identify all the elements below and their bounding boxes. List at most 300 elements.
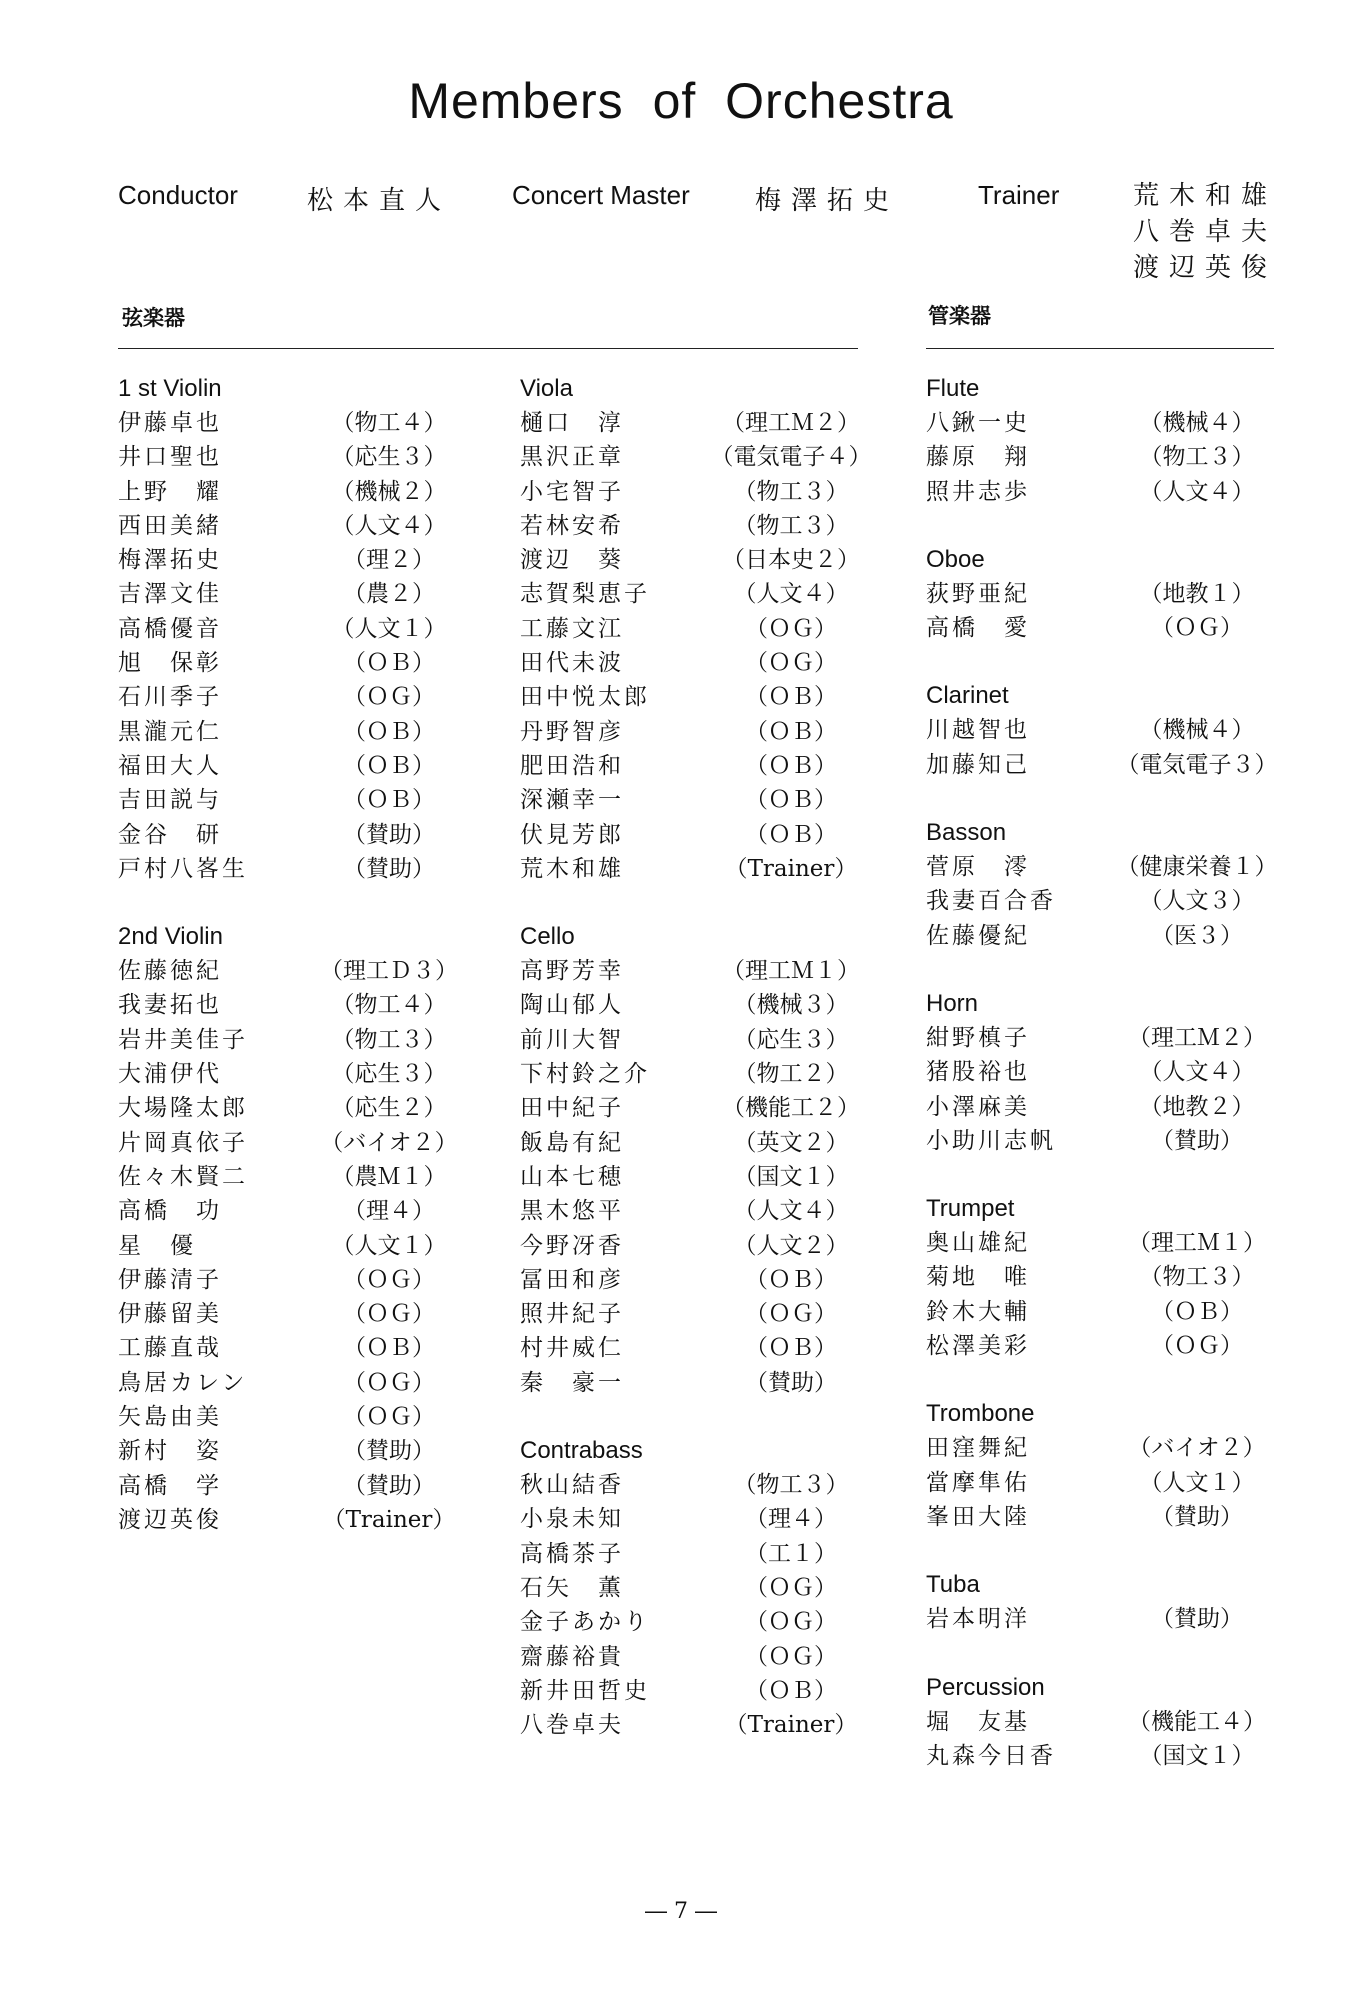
member-name: 飯島有紀: [520, 1129, 624, 1156]
member-name: 高橋 功: [118, 1198, 222, 1225]
section: [926, 1397, 1282, 1534]
member-name: 我妻拓也: [118, 992, 222, 1019]
member-affiliation: （賛助）: [343, 1438, 435, 1465]
member-affiliation: （賛助）: [1151, 1606, 1243, 1633]
member-name: 小宅智子: [520, 478, 624, 505]
member-name: 下村鈴之介: [520, 1061, 650, 1088]
member-name: 岩井美佳子: [118, 1026, 248, 1053]
section: [926, 679, 1282, 782]
member-affiliation: （人文４）: [1139, 1059, 1255, 1086]
member-row: [520, 1091, 876, 1125]
member-row: [926, 713, 1282, 747]
section: [926, 372, 1282, 509]
section-title: Basson: [926, 819, 1007, 847]
member-affiliation: （ＯＧ）: [745, 650, 837, 677]
member-affiliation: （物工４）: [331, 410, 447, 436]
member-affiliation: （国文１）: [1139, 1742, 1255, 1769]
member-row: [520, 988, 876, 1022]
member-affiliation: （工１）: [745, 1540, 837, 1567]
member-affiliation: （物工３）: [331, 1026, 447, 1053]
member-affiliation: （人文２）: [733, 1232, 849, 1259]
member-name: 井口聖也: [118, 444, 222, 471]
member-row: [926, 440, 1282, 474]
strings-divider: [118, 348, 858, 349]
section-title: Oboe: [926, 545, 985, 573]
member-affiliation: （賛助）: [745, 1369, 837, 1396]
section-title: Trumpet: [926, 1195, 1015, 1223]
member-affiliation: （人文３）: [1139, 888, 1255, 915]
page-title: Members of Orchestra: [408, 73, 954, 129]
member-name: 小泉未知: [520, 1506, 624, 1533]
member-row: [520, 646, 876, 680]
column-1: [118, 372, 474, 1571]
member-row: [118, 1229, 474, 1263]
member-affiliation: （ＯＧ）: [343, 1301, 435, 1328]
member-affiliation: （機械２）: [331, 478, 447, 505]
section-title: Trombone: [926, 1400, 1035, 1428]
member-affiliation: （ＯＧ）: [343, 684, 435, 711]
section: [926, 816, 1282, 953]
member-affiliation: （ＯＢ）: [745, 718, 837, 745]
member-name: 梅澤拓史: [118, 547, 222, 574]
member-row: [118, 1126, 474, 1160]
member-row: [520, 543, 876, 577]
member-name: 渡辺 葵: [520, 547, 624, 574]
member-name: 田中悦太郎: [520, 684, 650, 711]
member-row: [926, 577, 1282, 611]
member-name: 前川大智: [520, 1026, 624, 1053]
member-row: [118, 577, 474, 611]
member-name: 高橋優音: [118, 615, 222, 642]
section: [118, 372, 474, 886]
member-row: [520, 1674, 876, 1708]
member-affiliation: （電気電子３）: [1116, 751, 1278, 778]
member-name: 村井威仁: [520, 1335, 624, 1362]
section: [520, 920, 876, 1400]
member-affiliation: （人文１）: [331, 615, 447, 642]
member-row: [926, 1124, 1282, 1158]
section: [926, 1671, 1282, 1774]
member-row: [926, 1021, 1282, 1055]
member-affiliation: （バイオ２）: [320, 1129, 458, 1156]
conductor-name: 松本直人: [307, 186, 452, 216]
member-name: 今野冴香: [520, 1232, 624, 1259]
member-name: 堀 友基: [926, 1708, 1030, 1735]
member-affiliation: （ＯＢ）: [745, 1266, 837, 1293]
member-affiliation: （理工Ｍ１）: [722, 958, 860, 985]
member-affiliation: （理４）: [745, 1506, 837, 1533]
section: [118, 920, 474, 1537]
member-row: [118, 1366, 474, 1400]
member-affiliation: （ＯＧ）: [343, 1369, 435, 1396]
section-title: Flute: [926, 375, 980, 402]
member-name: 猪股裕也: [926, 1059, 1030, 1086]
category-winds: 管楽器: [928, 304, 991, 328]
member-name: 片岡真依子: [118, 1129, 248, 1156]
member-name: 高橋 学: [118, 1472, 222, 1499]
member-row: [118, 1331, 474, 1365]
member-affiliation: （ＯＢ）: [745, 787, 837, 814]
member-row: [118, 475, 474, 509]
member-row: [520, 406, 876, 440]
member-row: [118, 1400, 474, 1434]
member-row: [520, 612, 876, 646]
member-name: 吉田説与: [118, 787, 222, 814]
member-row: [520, 1571, 876, 1605]
member-affiliation: （物工３）: [1139, 1264, 1255, 1291]
column-3: [926, 372, 1282, 1807]
member-name: 田代未波: [520, 650, 624, 677]
member-name: 八巻卓夫: [520, 1712, 624, 1739]
member-name: 上野 耀: [118, 478, 222, 505]
member-affiliation: （ＯＧ）: [1151, 1333, 1243, 1360]
member-row: [118, 646, 474, 680]
member-row: [520, 852, 876, 886]
member-affiliation: （賛助）: [1151, 1127, 1243, 1154]
member-name: 志賀梨恵子: [520, 581, 650, 608]
member-row: [926, 1090, 1282, 1124]
member-row: [520, 783, 876, 817]
member-name: 佐藤徳紀: [118, 958, 222, 985]
member-name: 伊藤留美: [118, 1301, 222, 1328]
member-affiliation: （物工３）: [1139, 444, 1255, 471]
member-row: [926, 1329, 1282, 1363]
member-row: [520, 1057, 876, 1091]
member-name: 新村 姿: [118, 1438, 222, 1465]
member-name: 八鍬一史: [926, 410, 1030, 436]
member-affiliation: （機能工４）: [1128, 1708, 1266, 1735]
section-title: Contrabass: [520, 1437, 643, 1465]
member-row: [520, 509, 876, 543]
member-name: 工藤文江: [520, 615, 624, 642]
member-name: 田中紀子: [520, 1095, 624, 1122]
concert-master-name: 梅澤拓史: [755, 186, 900, 216]
member-row: [926, 1500, 1282, 1534]
member-name: 松澤美彩: [926, 1333, 1030, 1360]
member-name: 新井田哲史: [520, 1677, 650, 1704]
member-row: [118, 1469, 474, 1503]
member-name: 秋山結香: [520, 1472, 624, 1499]
member-row: [926, 850, 1282, 884]
member-affiliation: （理４）: [343, 1198, 435, 1225]
member-affiliation: （国文１）: [733, 1163, 849, 1190]
member-row: [520, 577, 876, 611]
concert-master-label: Concert Master: [512, 180, 690, 210]
member-name: 伊藤卓也: [118, 410, 222, 436]
member-row: [520, 1297, 876, 1331]
member-affiliation: （理２）: [343, 547, 435, 574]
member-name: 照井志歩: [926, 478, 1030, 505]
member-row: [118, 818, 474, 852]
member-row: [926, 1739, 1282, 1773]
member-name: 肥田浩和: [520, 752, 624, 779]
section: [926, 543, 1282, 646]
member-name: 岩本明洋: [926, 1606, 1030, 1633]
member-affiliation: （ＯＧ）: [745, 1609, 837, 1636]
member-row: [926, 1705, 1282, 1739]
page-number: ― 7 ―: [645, 1899, 717, 1924]
member-affiliation: （Trainer）: [322, 1506, 456, 1533]
trainer-label: Trainer: [978, 180, 1060, 210]
member-affiliation: （ＯＢ）: [745, 1335, 837, 1362]
member-affiliation: （賛助）: [343, 855, 435, 882]
member-name: 高橋茶子: [520, 1540, 624, 1567]
section: [926, 1192, 1282, 1363]
member-row: [520, 1331, 876, 1365]
member-name: 秦 豪一: [520, 1369, 624, 1396]
member-affiliation: （ＯＧ）: [343, 1404, 435, 1431]
member-affiliation: （ＯＧ）: [1151, 615, 1243, 642]
trainer-name: 渡辺英俊: [1133, 253, 1278, 283]
member-name: 加藤知己: [926, 751, 1030, 778]
member-row: [118, 1160, 474, 1194]
member-row: [118, 749, 474, 783]
member-name: 陶山郁人: [520, 992, 624, 1019]
member-affiliation: （健康栄養１）: [1116, 854, 1278, 881]
member-affiliation: （地教２）: [1139, 1093, 1255, 1120]
member-row: [926, 1260, 1282, 1294]
member-affiliation: （医３）: [1151, 922, 1243, 949]
member-name: 黒瀧元仁: [118, 718, 222, 745]
member-name: 金谷 研: [118, 821, 222, 848]
member-affiliation: （物工３）: [733, 1472, 849, 1499]
member-name: 石矢 薫: [520, 1574, 624, 1601]
member-row: [520, 475, 876, 509]
member-row: [118, 1263, 474, 1297]
member-row: [118, 852, 474, 886]
member-name: 齋藤裕貴: [520, 1643, 624, 1670]
member-row: [926, 884, 1282, 918]
section-title: Tuba: [926, 1571, 980, 1599]
section-title: 1 st Violin: [118, 375, 222, 402]
section: [520, 372, 876, 886]
member-row: [520, 1708, 876, 1742]
member-name: 吉澤文佳: [118, 581, 222, 608]
member-row: [520, 1502, 876, 1536]
member-affiliation: （人文４）: [1139, 478, 1255, 505]
member-name: 大場隆太郎: [118, 1095, 248, 1122]
member-name: 菅原 澪: [926, 854, 1030, 881]
member-affiliation: （応生３）: [733, 1026, 849, 1053]
member-name: 伊藤清子: [118, 1266, 222, 1293]
member-name: 渡辺英俊: [118, 1506, 222, 1533]
member-affiliation: （賛助）: [343, 821, 435, 848]
member-row: [118, 954, 474, 988]
member-name: 黒木悠平: [520, 1198, 624, 1225]
member-affiliation: （Trainer）: [724, 1712, 858, 1739]
member-name: 石川季子: [118, 684, 222, 711]
member-row: [118, 783, 474, 817]
member-affiliation: （人文４）: [733, 1198, 849, 1225]
member-row: [926, 406, 1282, 440]
member-affiliation: （人文４）: [733, 581, 849, 608]
member-row: [520, 440, 876, 474]
member-name: 鳥居カレン: [118, 1369, 248, 1396]
member-name: 佐藤優紀: [926, 922, 1030, 949]
member-affiliation: （物工３）: [733, 478, 849, 505]
member-name: 矢島由美: [118, 1404, 222, 1431]
member-affiliation: （農Ｍ１）: [331, 1163, 447, 1190]
member-affiliation: （物工４）: [331, 992, 447, 1019]
member-name: 伏見芳郎: [520, 821, 624, 848]
member-row: [520, 1263, 876, 1297]
member-affiliation: （ＯＢ）: [745, 684, 837, 711]
conductor-label: Conductor: [118, 180, 238, 210]
member-name: 黒沢正章: [520, 444, 624, 471]
member-row: [118, 543, 474, 577]
member-name: 高橋 愛: [926, 615, 1030, 642]
member-name: 菊地 唯: [926, 1264, 1030, 1291]
member-affiliation: （ＯＧ）: [343, 1266, 435, 1293]
member-name: 深瀬幸一: [520, 787, 624, 814]
member-name: 西田美緒: [118, 512, 222, 539]
member-name: 冨田和彦: [520, 1266, 624, 1293]
member-affiliation: （応生２）: [331, 1095, 447, 1122]
member-affiliation: （ＯＢ）: [1151, 1298, 1243, 1325]
member-row: [926, 611, 1282, 645]
trainer-names: [1133, 178, 1277, 286]
member-name: 高野芳幸: [520, 958, 624, 985]
member-affiliation: （人文１）: [1139, 1469, 1255, 1496]
member-row: [926, 1055, 1282, 1089]
member-name: 丸森今日香: [926, 1742, 1056, 1769]
member-affiliation: （ＯＢ）: [745, 752, 837, 779]
category-strings: 弦楽器: [122, 306, 185, 330]
member-name: 奥山雄紀: [926, 1230, 1030, 1257]
member-affiliation: （地教１）: [1139, 580, 1255, 607]
member-row: [520, 954, 876, 988]
member-row: [118, 1091, 474, 1125]
member-name: 旭 保彰: [118, 650, 222, 677]
member-row: [118, 1297, 474, 1331]
member-row: [520, 1468, 876, 1502]
section-title: Clarinet: [926, 682, 1009, 710]
member-affiliation: （農２）: [343, 581, 435, 608]
member-affiliation: （物工２）: [733, 1061, 849, 1088]
winds-divider: [926, 348, 1274, 349]
member-name: 鈴木大輔: [926, 1298, 1030, 1325]
member-name: 樋口 淳: [520, 410, 624, 436]
member-affiliation: （電気電子４）: [710, 444, 872, 471]
member-affiliation: （機械３）: [733, 992, 849, 1019]
trainer-name: 荒木和雄: [1133, 181, 1278, 211]
member-row: [926, 1295, 1282, 1329]
member-affiliation: （日本史２）: [722, 547, 860, 574]
member-affiliation: （ＯＧ）: [745, 615, 837, 642]
member-row: [520, 1160, 876, 1194]
member-name: 福田大人: [118, 752, 222, 779]
member-row: [926, 1226, 1282, 1260]
trainer-name: 八巻卓夫: [1133, 217, 1278, 247]
member-row: [520, 1366, 876, 1400]
member-name: 金子あかり: [520, 1609, 650, 1636]
member-row: [520, 1229, 876, 1263]
member-row: [118, 509, 474, 543]
member-row: [118, 1194, 474, 1228]
member-affiliation: （理工Ｄ３）: [320, 958, 458, 985]
member-affiliation: （応生３）: [331, 444, 447, 471]
member-affiliation: （応生３）: [331, 1061, 447, 1088]
section: [926, 1568, 1282, 1636]
member-name: 荒木和雄: [520, 855, 624, 882]
member-name: 佐々木賢二: [118, 1163, 248, 1190]
member-affiliation: （ＯＢ）: [343, 752, 435, 779]
member-name: 川越智也: [926, 717, 1030, 744]
member-affiliation: （機能工２）: [722, 1095, 860, 1122]
member-affiliation: （ＯＧ）: [745, 1574, 837, 1601]
section-title: Viola: [520, 375, 573, 402]
member-row: [926, 748, 1282, 782]
member-name: 田窪舞紀: [926, 1435, 1030, 1462]
member-row: [520, 1640, 876, 1674]
member-row: [118, 715, 474, 749]
member-affiliation: （ＯＢ）: [343, 1335, 435, 1362]
member-row: [118, 1434, 474, 1468]
section-title: Percussion: [926, 1673, 1045, 1701]
member-affiliation: （人文１）: [331, 1232, 447, 1259]
member-row: [520, 680, 876, 714]
section-title: Cello: [520, 923, 575, 951]
member-affiliation: （ＯＢ）: [745, 821, 837, 848]
member-name: 荻野亜紀: [926, 580, 1030, 607]
member-affiliation: （ＯＢ）: [343, 718, 435, 745]
member-affiliation: （人文４）: [331, 512, 447, 539]
member-name: 照井紀子: [520, 1301, 624, 1328]
member-name: 大浦伊代: [118, 1061, 222, 1088]
member-row: [926, 475, 1282, 509]
section-title: 2nd Violin: [118, 923, 223, 951]
member-affiliation: （ＯＢ）: [745, 1677, 837, 1704]
member-row: [118, 988, 474, 1022]
member-row: [118, 680, 474, 714]
member-name: 山本七穂: [520, 1163, 624, 1190]
member-name: 藤原 翔: [926, 444, 1030, 471]
column-2: [520, 372, 876, 1776]
member-name: 星 優: [118, 1232, 196, 1259]
member-affiliation: （ＯＢ）: [343, 787, 435, 814]
member-row: [118, 406, 474, 440]
member-name: 工藤直哉: [118, 1335, 222, 1362]
member-name: 丹野智彦: [520, 718, 624, 745]
member-name: 峯田大陸: [926, 1503, 1030, 1530]
member-name: 我妻百合香: [926, 888, 1056, 915]
member-affiliation: （理工Ｍ１）: [1128, 1230, 1266, 1257]
member-row: [520, 715, 876, 749]
member-row: [520, 1537, 876, 1571]
member-row: [520, 1605, 876, 1639]
member-row: [926, 1466, 1282, 1500]
member-row: [118, 440, 474, 474]
member-row: [118, 1023, 474, 1057]
member-row: [520, 1194, 876, 1228]
member-affiliation: （英文２）: [733, 1129, 849, 1156]
member-row: [520, 818, 876, 852]
member-name: 紺野槙子: [926, 1024, 1030, 1051]
member-affiliation: （Trainer）: [724, 855, 858, 882]
member-affiliation: （ＯＧ）: [745, 1643, 837, 1670]
member-row: [118, 1057, 474, 1091]
member-row: [520, 1023, 876, 1057]
member-name: 若林安希: [520, 512, 624, 539]
member-row: [926, 1602, 1282, 1636]
member-affiliation: （物工３）: [733, 512, 849, 539]
section-title: Horn: [926, 989, 979, 1017]
member-row: [520, 749, 876, 783]
member-affiliation: （賛助）: [343, 1472, 435, 1499]
member-row: [118, 1503, 474, 1537]
member-affiliation: （バイオ２）: [1128, 1435, 1266, 1462]
member-affiliation: （賛助）: [1151, 1503, 1243, 1530]
